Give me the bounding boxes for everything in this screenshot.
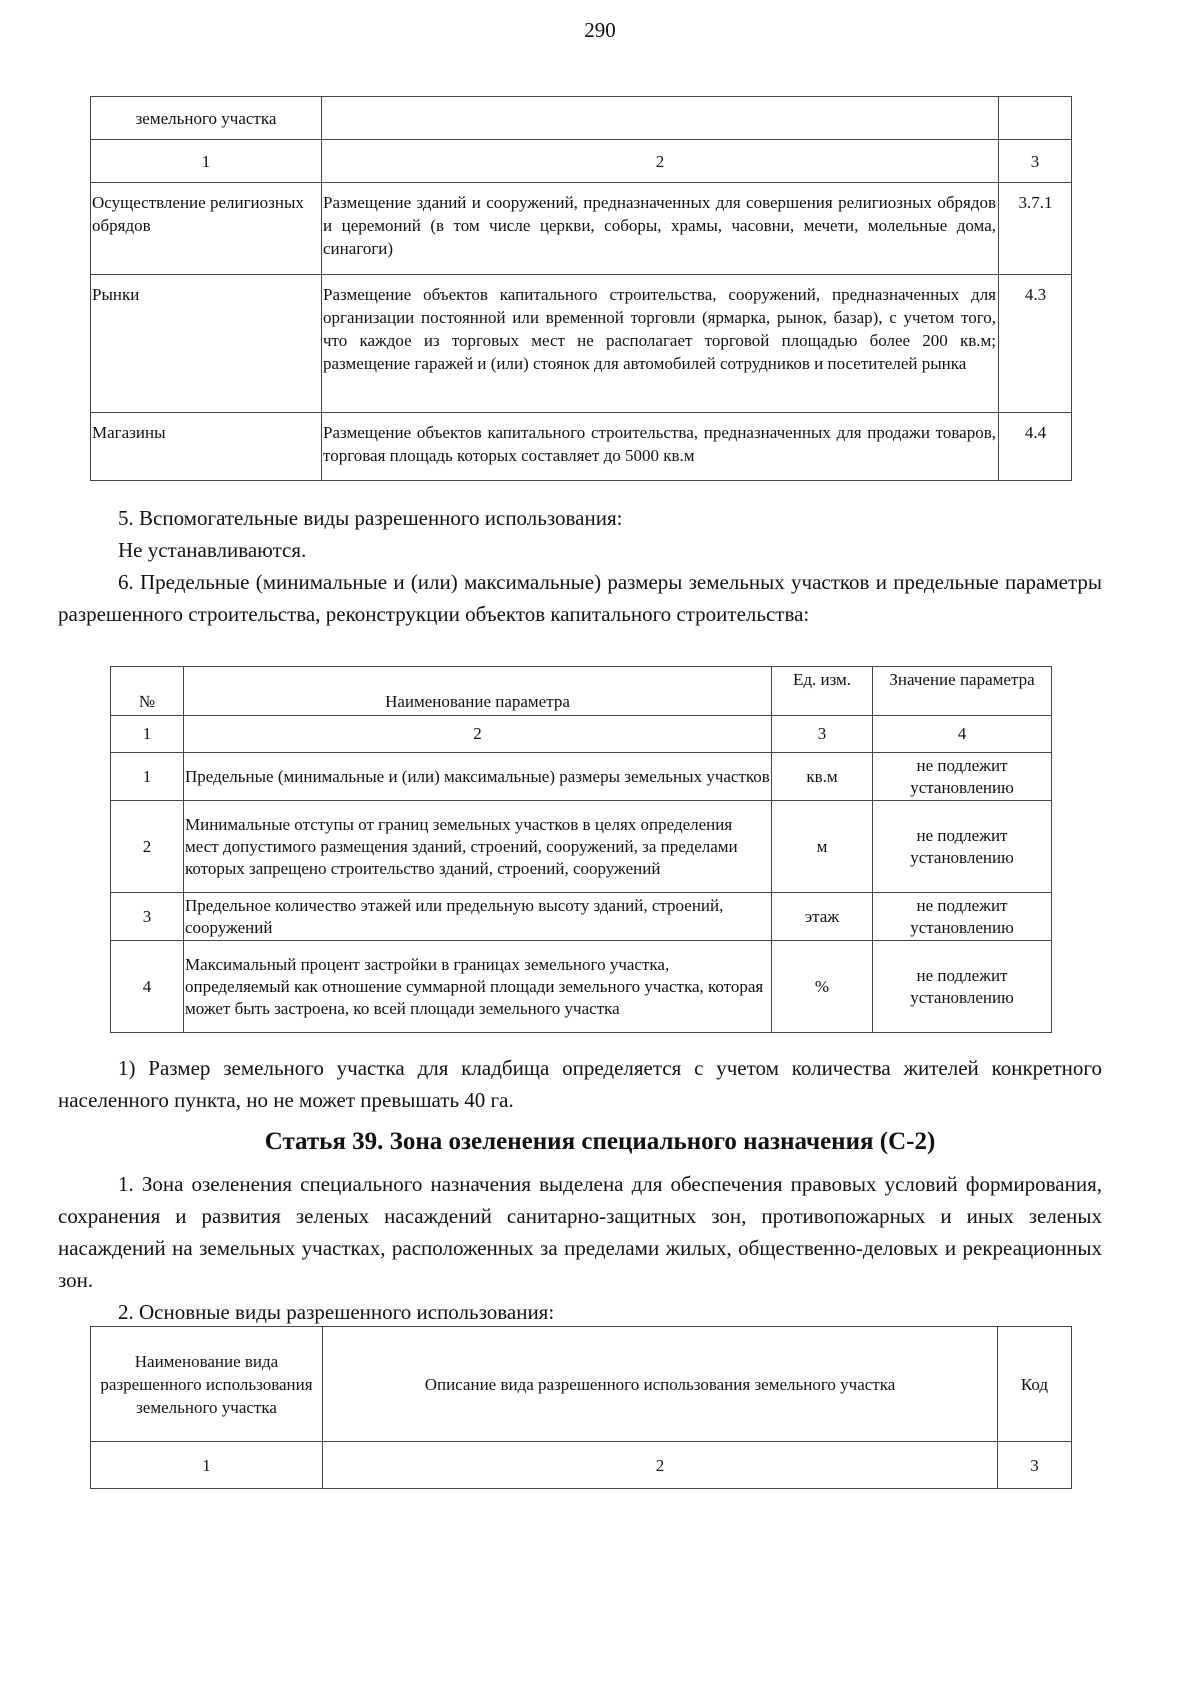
column-number: 3 xyxy=(998,1442,1072,1489)
section-5-title: 5. Вспомогательные виды разрешенного использования: xyxy=(118,506,623,530)
header-cell-name: Наименование вида разрешенного использования земельного участка xyxy=(91,1327,323,1442)
column-number-row xyxy=(91,1442,1072,1489)
header-number: № xyxy=(111,667,184,716)
article-paragraph-2: 2. Основные виды разрешенного использования: xyxy=(118,1300,555,1324)
parameter-name: Предельные (минимальные и (или) максимальные) размеры земельных участков xyxy=(184,753,772,801)
header-cell-description xyxy=(322,97,999,140)
parameter-number: 4 xyxy=(111,941,184,1033)
use-type-description: Размещение зданий и сооружений, предназначенных для совершения религиозных обрядов и церемоний (в том числе церкви, соборы, храмы, часовни, мечети, молельные дома, синагоги) xyxy=(322,183,999,275)
parameter-value: не подлежит установлению xyxy=(873,893,1052,941)
use-type-description: Размещение объектов капитального строительства, сооружений, предназначенных для организации постоянной или временной торговли (ярмарка, рынок, базар), с учетом того, что каждое из торговых мест не располагает торговой площадью более 200 кв.м; размещение гаражей и (или) стоянок для автомобилей сотрудников и посетителей рынка xyxy=(322,275,999,413)
section-5-text: Не устанавливаются. xyxy=(118,538,307,562)
page-number: 290 xyxy=(584,18,616,42)
parameter-unit: этаж xyxy=(772,893,873,941)
column-number: 2 xyxy=(323,1442,998,1489)
use-type-description: Размещение объектов капитального строительства, предназначенных для продажи товаров, торговая площадь которых составляет до 5000 кв.м xyxy=(322,413,999,481)
header-value: Значение параметра xyxy=(873,667,1052,716)
parameter-unit: м xyxy=(772,801,873,893)
section-6-text: 6. Предельные (минимальные и (или) максимальные) размеры земельных участков и предельные параметры разрешенного строительства, реконструкции объектов капитального строительства: xyxy=(58,570,1102,626)
use-type-code: 3.7.1 xyxy=(999,183,1072,275)
column-number: 1 xyxy=(91,1442,323,1489)
header-cell-name: земельного участка xyxy=(91,97,322,140)
table-row xyxy=(91,275,1072,413)
column-number-row xyxy=(91,140,1072,183)
header-cell-description: Описание вида разрешенного использования земельного участка xyxy=(323,1327,998,1442)
table-row xyxy=(91,183,1072,275)
table-header-row xyxy=(91,1327,1072,1442)
table-row xyxy=(111,753,1052,801)
header-cell-code xyxy=(999,97,1072,140)
parameter-number: 3 xyxy=(111,893,184,941)
table-row xyxy=(111,941,1052,1033)
article-paragraph-1: 1. Зона озеленения специального назначения выделена для обеспечения правовых условий формирования, сохранения и развития зеленых насаждений санитарно-защитных зон, противопожарных и иных зеленых насаждений на земельных участках, расположенных за пределами жилых, общественно-деловых и рекреационных зон. xyxy=(58,1172,1102,1292)
parameter-number: 1 xyxy=(111,753,184,801)
parameter-name: Минимальные отступы от границ земельных участков в целях определения мест допустимого размещения зданий, строений, сооружений, за пределами которых запрещено строительство зданий, строений, сооружений xyxy=(184,801,772,893)
parameter-value: не подлежит установлению xyxy=(873,753,1052,801)
column-number: 2 xyxy=(184,716,772,753)
parameter-number: 2 xyxy=(111,801,184,893)
parameters-table xyxy=(110,666,1052,1033)
parameter-value: не подлежит установлению xyxy=(873,801,1052,893)
column-number: 1 xyxy=(91,140,322,183)
table-header-row xyxy=(91,97,1072,140)
column-number: 3 xyxy=(999,140,1072,183)
column-number: 3 xyxy=(772,716,873,753)
parameter-name: Максимальный процент застройки в границах земельного участка, определяемый как отношение суммарной площади земельного участка, которая может быть застроена, ко всей площади земельного участка xyxy=(184,941,772,1033)
parameter-unit: кв.м xyxy=(772,753,873,801)
column-number: 4 xyxy=(873,716,1052,753)
header-parameter-name: Наименование параметра xyxy=(184,667,772,716)
header-cell-code: Код xyxy=(998,1327,1072,1442)
use-type-name: Магазины xyxy=(91,413,322,481)
main-permitted-use-table xyxy=(90,1326,1072,1489)
use-type-name: Осуществление религиозных обрядов xyxy=(91,183,322,275)
column-number: 1 xyxy=(111,716,184,753)
article-heading: Статья 39. Зона озеленения специального назначения (С-2) xyxy=(264,1128,936,1155)
footnote: 1) Размер земельного участка для кладбища определяется с учетом количества жителей конкретного населенного пункта, но не может превышать 40 га. xyxy=(58,1056,1102,1112)
parameter-value: не подлежит установлению xyxy=(873,941,1052,1033)
use-type-name: Рынки xyxy=(91,275,322,413)
parameter-unit: % xyxy=(772,941,873,1033)
table-header-row xyxy=(111,667,1052,716)
column-number-row xyxy=(111,716,1052,753)
column-number: 2 xyxy=(322,140,999,183)
use-type-code: 4.4 xyxy=(999,413,1072,481)
permitted-use-table-continued xyxy=(90,96,1072,481)
header-unit: Ед. изм. xyxy=(772,667,873,716)
parameter-name: Предельное количество этажей или предельную высоту зданий, строений, сооружений xyxy=(184,893,772,941)
table-row xyxy=(91,413,1072,481)
table-row xyxy=(111,893,1052,941)
use-type-code: 4.3 xyxy=(999,275,1072,413)
table-row xyxy=(111,801,1052,893)
